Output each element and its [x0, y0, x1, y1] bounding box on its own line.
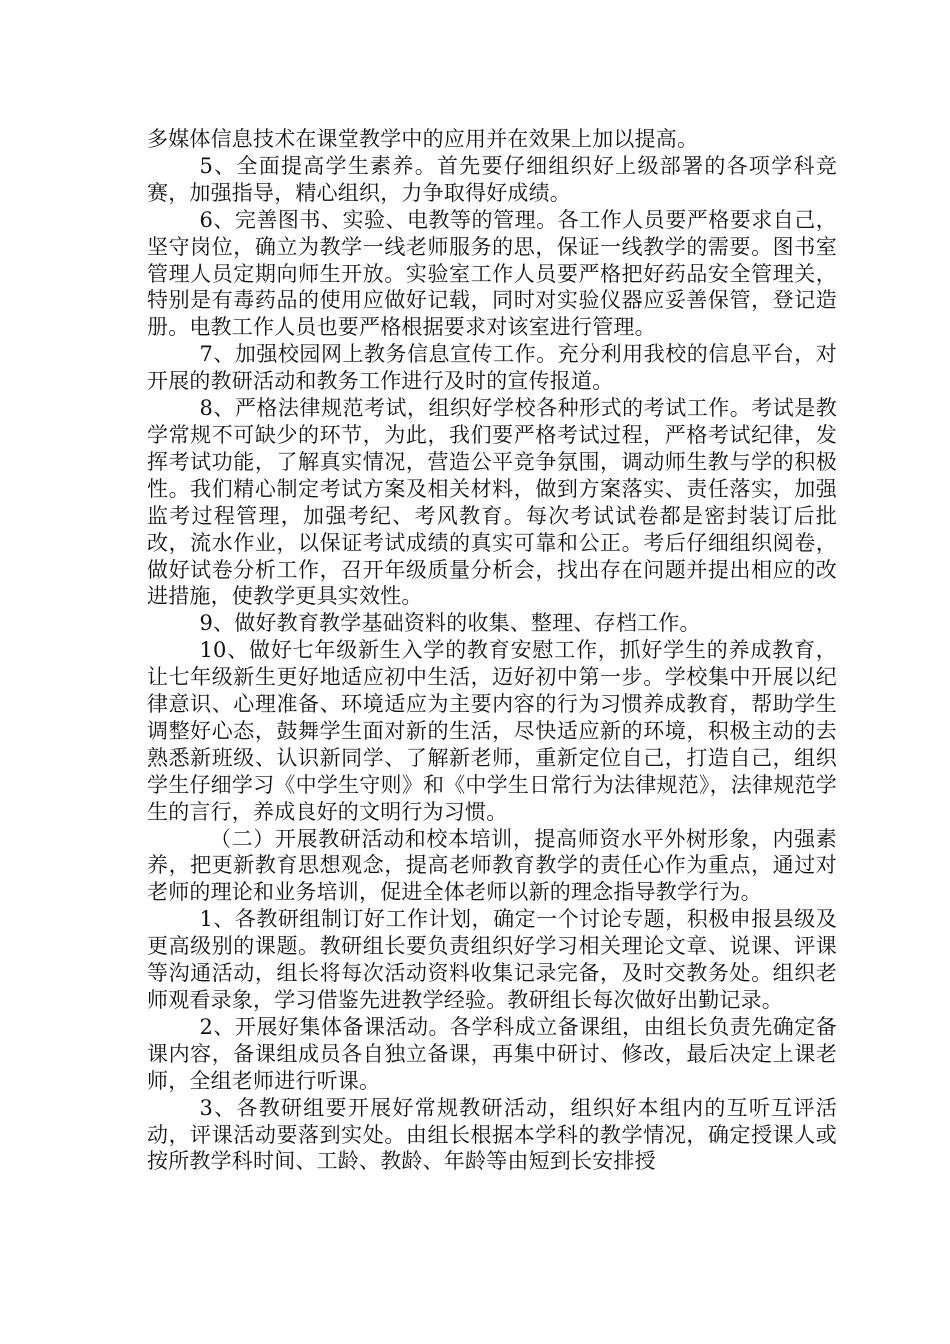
paragraph-item-8: 8、严格法律规范考试，组织好学校各种形式的考试工作。考试是教学常规不可缺少的环节，为此，我们要严格考试过程，严格考试纪律，发挥考试功能，了解真实情况，营造公平竞争氛围，调动师生教与学的积极性。我们精心制定考试方案及相关材料，做到方案落实、责任落实，加强监考过程管理，加强考纪、考风教育。每次考试试卷都是密封装订后批改，流水作业，以保证考试成绩的真实可靠和公正。考后仔细组织阅卷，做好试卷分析工作，召开年级质量分析会，找出存在问题并提出相应的改进措施，使教学更具实效性。 — [147, 396, 837, 609]
paragraph-item-9: 9、做好教育教学基础资料的收集、整理、存档工作。 — [199, 611, 701, 636]
paragraph-subitem-3: 3、各教研组要开展好常规教研活动，组织好本组内的互听互评活动，评课活动要落到实处。由组长根据本学科的教学情况，确定授课人或按所教学科时间、工龄、教龄、年龄等由短到长安排授 — [147, 1095, 837, 1174]
paragraph-item-10: 10、做好七年级新生入学的教育安慰工作，抓好学生的养成教育，让七年级新生更好地适应初中生活，迈好初中第一步。学校集中开展以纪律意识、心理准备、环境适应为主要内容的行为习惯养成教育，帮助学生调整好心态，鼓舞学生面对新的生活，尽快适应新的环境，积极主动的去熟悉新班级、认识新同学、了解新老师，重新定位自己，打造自己，组织学生仔细学习《中学生守则》和《中学生日常行为法律规范》，法律规范学生的言行，养成良好的文明行为习惯。 — [147, 638, 837, 824]
paragraph-item-5: 5、全面提高学生素养。首先要仔细组织好上级部署的各项学科竞赛，加强指导，精心组织，力争取得好成绩。 — [147, 153, 837, 205]
paragraph-item-6: 6、完善图书、实验、电教等的管理。各工作人员要严格要求自己，坚守岗位，确立为教学一线老师服务的思，保证一线教学的需要。图书室管理人员定期向师生开放。实验室工作人员要严格把好药品安全管理关，特别是有毒药品的使用应做好记载，同时对实验仪器应妥善保管，登记造册。电教工作人员也要严格根据要求对该室进行管理。 — [147, 207, 837, 340]
paragraph-continued: 多媒体信息技术在课堂教学中的应用并在效果上加以提高。 — [147, 127, 699, 151]
section-heading-2: （二）开展教研活动和校本培训，提高师资水平外树形象，内强素养，把更新教育思想观念，提高老师教育教学的责任心作为重点，通过对老师的理论和业务培训，促进全体老师以新的理念指导教学行为。 — [147, 826, 837, 905]
paragraph-subitem-2: 2、开展好集体备课活动。各学科成立备课组，由组长负责先确定备课内容，备课组成员各自独立备课，再集中研讨、修改，最后决定上课老师，全组老师进行听课。 — [147, 1014, 837, 1093]
paragraph-item-7: 7、加强校园网上教务信息宣传工作。充分利用我校的信息平台，对开展的教研活动和教务工作进行及时的宣传报道。 — [147, 342, 837, 394]
document-body — [147, 126, 837, 1175]
paragraph-subitem-1: 1、各教研组制订好工作计划，确定一个讨论专题，积极申报县级及更高级别的课题。教研组长要负责组织好学习相关理论文章、说课、评课等沟通活动，组长将每次活动资料收集记录完备，及时交教务处。组织老师观看录象，学习借鉴先进教学经验。教研组长每次做好出勤记录。 — [147, 907, 837, 1012]
